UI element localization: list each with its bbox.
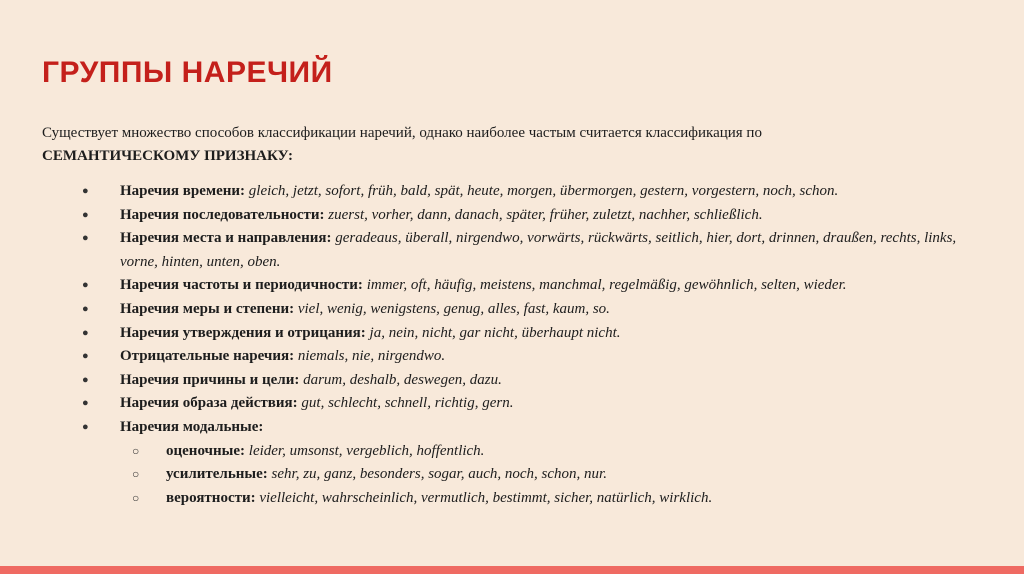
subgroup-examples: leider, umsonst, vergeblich, hoffentlich. <box>248 442 485 459</box>
group-label: Наречия частоты и периодичности: <box>120 277 363 294</box>
list-item <box>82 322 962 346</box>
group-label: Наречия места и направления: <box>120 230 332 247</box>
bottom-accent-bar <box>0 566 1024 574</box>
list-item <box>82 204 962 228</box>
subgroup-examples: vielleicht, wahrscheinlich, vermutlich, bestimmt, sicher, natürlich, wirklich. <box>259 489 713 506</box>
group-examples: geradeaus, überall, nirgendwo, vorwärts, rückwärts, seitlich, hier, dort, drinnen, draußen, rechts, links, vorne, hinten, unten, oben. <box>120 230 957 270</box>
list-item <box>82 416 962 510</box>
group-label: Наречия образа действия: <box>120 395 298 412</box>
group-examples: immer, oft, häufig, meistens, manchmal, regelmäßig, gewöhnlich, selten, wieder. <box>366 277 847 294</box>
group-examples: zuerst, vorher, dann, danach, später, früher, zuletzt, nachher, schließlich. <box>328 206 763 223</box>
sublist-item <box>132 487 962 511</box>
group-examples: niemals, nie, nirgendwo. <box>297 348 446 365</box>
subgroup-label: усилительные: <box>166 466 268 483</box>
sublist-item <box>132 463 962 487</box>
subgroup-label: оценочные: <box>166 442 246 459</box>
group-examples: darum, deshalb, deswegen, dazu. <box>303 371 502 388</box>
group-examples: gut, schlecht, schnell, richtig, gern. <box>301 395 514 412</box>
group-examples: gleich, jetzt, sofort, früh, bald, spät, heute, morgen, übermorgen, gestern, vorgestern, noch, schon. <box>248 183 839 199</box>
sublist-item <box>132 440 962 464</box>
intro-paragraph <box>42 122 942 168</box>
list-item <box>82 345 962 369</box>
list-item <box>82 298 962 322</box>
group-label: Наречия последовательности: <box>120 206 325 223</box>
page-title: ГРУППЫ НАРЕЧИЙ <box>42 56 333 89</box>
adverb-groups-list <box>82 180 962 510</box>
subgroup-examples: sehr, zu, ganz, besonders, sogar, auch, noch, schon, nur. <box>271 466 607 483</box>
group-label: Наречия меры и степени: <box>120 300 295 317</box>
modal-sublist <box>120 440 962 511</box>
group-label: Отрицательные наречия: <box>120 348 295 365</box>
intro-emphasis: СЕМАНТИЧЕСКОМУ ПРИЗНАКУ: <box>42 148 294 164</box>
group-label: Наречия утверждения и отрицания: <box>120 324 366 341</box>
subgroup-label: вероятности: <box>166 489 256 506</box>
list-item <box>82 180 962 204</box>
intro-text: Существует множество способов классификации наречий, однако наиболее частым считается классификация по <box>42 125 762 141</box>
group-examples: viel, wenig, wenigstens, genug, alles, fast, kaum, so. <box>297 300 610 317</box>
list-item <box>82 369 962 393</box>
group-examples: ja, nein, nicht, gar nicht, überhaupt nicht. <box>369 324 621 341</box>
list-item <box>82 274 962 298</box>
list-item <box>82 227 962 274</box>
list-item <box>82 392 962 416</box>
group-label: Наречия причины и цели: <box>120 371 300 388</box>
group-label: Наречия времени: <box>120 183 246 199</box>
group-label: Наречия модальные: <box>120 418 264 435</box>
